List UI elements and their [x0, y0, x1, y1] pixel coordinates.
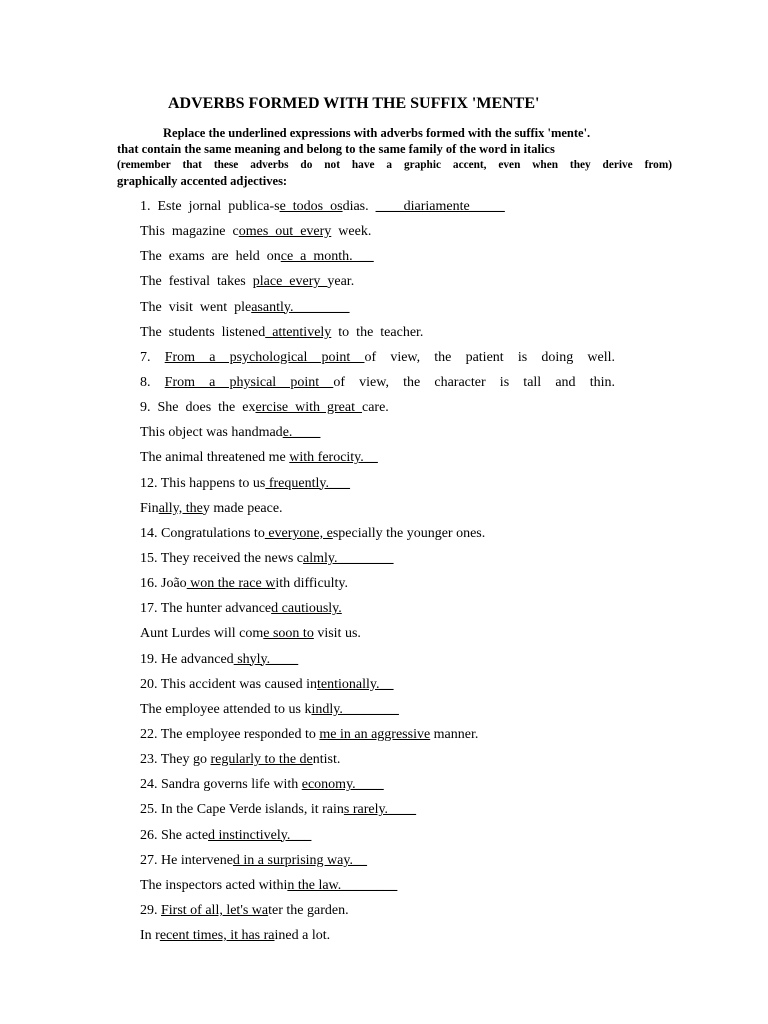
exercise-item	[140, 926, 615, 951]
exercise-item	[140, 448, 615, 473]
instructions-line-1: Replace the underlined expressions with adverbs formed with the suffix 'mente'.	[163, 126, 591, 140]
exercise-item	[140, 901, 615, 926]
exercise-text-after: of view, the character is tall and thin.	[333, 374, 616, 390]
exercise-item	[140, 599, 615, 624]
underlined-expression: From a physical point	[164, 374, 334, 390]
exercise-text-before: The exams are held on	[140, 249, 281, 265]
exercise-text-before: 26. She acte	[140, 827, 209, 843]
exercise-text-after: to the teacher.	[331, 324, 424, 340]
exercise-text-before: This object was handmad	[140, 425, 283, 441]
underlined-expression: omes out every	[238, 224, 332, 240]
exercise-item	[140, 398, 615, 423]
worksheet-title: ADVERBS FORMED WITH THE SUFFIX 'MENTE'	[168, 95, 540, 112]
exercise-text-after: specially the younger ones.	[332, 525, 486, 541]
exercise-item	[140, 272, 615, 297]
exercise-item	[140, 549, 615, 574]
exercise-item	[140, 423, 615, 448]
exercise-item	[140, 851, 615, 876]
instructions	[117, 125, 672, 189]
underlined-expression: everyone, e	[264, 525, 333, 541]
underlined-expression: frequently.___	[265, 475, 350, 491]
exercise-text-before: 7.	[140, 349, 165, 365]
exercise-text-before: 12. This happens to us	[140, 475, 266, 491]
underlined-expression: d cautiously.	[271, 601, 342, 617]
underlined-expression: place every	[252, 274, 328, 290]
exercise-text-before: 17. The hunter advance	[140, 601, 272, 617]
exercise-text-before: 1. Este jornal publica-s	[140, 199, 280, 214]
exercise-text-before: 22. The employee responded to	[140, 726, 320, 742]
underlined-expression: ce a month. __	[280, 249, 374, 265]
exercise-text-before: 16. João	[140, 576, 187, 592]
exercise-item	[140, 323, 615, 348]
underlined-expression: with ferocity.__	[289, 450, 378, 466]
exercise-text-before: Aunt Lurdes will com	[140, 626, 264, 642]
exercise-item	[140, 348, 615, 373]
exercise-item	[140, 876, 615, 901]
underlined-expression: ally, the	[158, 500, 203, 516]
exercise-text-before: The inspectors acted withi	[140, 877, 288, 893]
exercise-text-after: manner.	[430, 726, 479, 742]
exercise-text-before: 27. He intervene	[140, 852, 233, 868]
exercise-item	[140, 524, 615, 549]
exercise-text-before: 8.	[140, 374, 165, 390]
exercise-item	[140, 574, 615, 599]
exercise-text-before: 9. She does the ex	[140, 400, 256, 416]
exercise-item	[140, 373, 615, 398]
exercise-text-before: 19. He advanced	[140, 651, 234, 667]
underlined-expression: ecent times, it has ra	[159, 928, 275, 944]
underlined-expression: d in a surprising way.__	[232, 852, 367, 868]
underlined-expression: ercise with great	[255, 400, 362, 416]
exercise-item	[140, 800, 615, 825]
underlined-expression: shyly.____	[233, 651, 299, 667]
exercise-text-after: ntist.	[312, 752, 341, 768]
exercise-text-after: y made peace.	[202, 500, 283, 516]
exercise-text-before: 29.	[140, 902, 161, 918]
exercise-text-after: ined a lot.	[274, 928, 331, 944]
exercise-text-after: ter the garden.	[268, 902, 349, 918]
exercise-text-after: visit us.	[313, 626, 361, 642]
exercise-text-after: of view, the patient is doing well.	[364, 349, 616, 365]
exercise-text-before: This magazine c	[140, 224, 239, 240]
exercise-item	[140, 474, 615, 499]
underlined-expression: won the race w	[186, 576, 276, 592]
underlined-expression: n the law.________	[287, 877, 398, 893]
exercise-text-after: dias.	[342, 199, 376, 214]
exercise-text-before: 24. Sandra governs life with	[140, 777, 302, 793]
exercise-text-before: 23. They go	[140, 752, 211, 768]
exercise-text-before: 25. In the Cape Verde islands, it rain	[140, 802, 344, 818]
exercise-item	[140, 650, 615, 675]
underlined-expression: e.____	[282, 425, 321, 441]
exercise-text-after: ith difficulty.	[275, 576, 349, 592]
underlined-expression: tentionally.__	[317, 676, 394, 692]
underlined-expression: economy.____	[301, 777, 384, 793]
exercise-item	[140, 247, 615, 272]
underlined-expression: From a psychological point	[164, 349, 365, 365]
underlined-expression: indly.________	[311, 701, 399, 717]
exercise-text-after: year.	[327, 274, 355, 290]
underlined-expression: me in an aggressive	[319, 726, 431, 742]
exercise-item	[140, 826, 615, 851]
exercise-text-after: week.	[331, 224, 372, 240]
exercise-item	[140, 222, 615, 247]
underlined-expression: First of all, let's wa	[161, 902, 269, 918]
exercise-item	[140, 624, 615, 649]
exercise-text-before: The animal threatened me	[140, 450, 290, 466]
exercise-text-before: Fin	[140, 500, 159, 516]
underlined-expression: s rarely.____	[343, 802, 417, 818]
underlined-expression: e soon to	[263, 626, 314, 642]
exercise-text-before: In r	[140, 928, 160, 944]
underlined-expression: asantly.________	[251, 299, 350, 315]
answer-blank: ____diariamente_____	[375, 199, 505, 214]
exercise-item	[140, 700, 615, 725]
exercise-text-before: 14. Congratulations to	[140, 525, 265, 541]
exercise-item	[140, 675, 615, 700]
exercise-list	[140, 197, 615, 951]
exercise-item	[140, 499, 615, 524]
exercise-item	[140, 725, 615, 750]
underlined-expression: regularly to the de	[210, 752, 313, 768]
exercise-item	[140, 298, 615, 323]
exercise-text-before: The students listened	[140, 324, 266, 340]
exercise-item	[140, 197, 615, 222]
underlined-expression: almly.________	[303, 550, 394, 566]
exercise-text-before: The visit went ple	[140, 299, 252, 315]
instructions-line-4: graphically accented adjectives:	[117, 174, 288, 188]
exercise-text-before: The employee attended to us k	[140, 701, 312, 717]
exercise-text-before: The festival takes	[140, 274, 253, 290]
instructions-line-3: (remember that these adverbs do not have a graphic accent, even when they derive from)	[117, 159, 672, 171]
underlined-expression: d instinctively.___	[208, 827, 312, 843]
exercise-text-before: 20. This accident was caused in	[140, 676, 318, 692]
exercise-item	[140, 750, 615, 775]
exercise-text-before: 15. They received the news c	[140, 550, 304, 566]
exercise-item	[140, 775, 615, 800]
exercise-text-after: care.	[362, 400, 389, 416]
underlined-expression: e todos os	[279, 199, 343, 214]
underlined-expression: attentively	[265, 324, 332, 340]
instructions-line-2: that contain the same meaning and belong to the same family of the word in italics	[117, 142, 555, 156]
